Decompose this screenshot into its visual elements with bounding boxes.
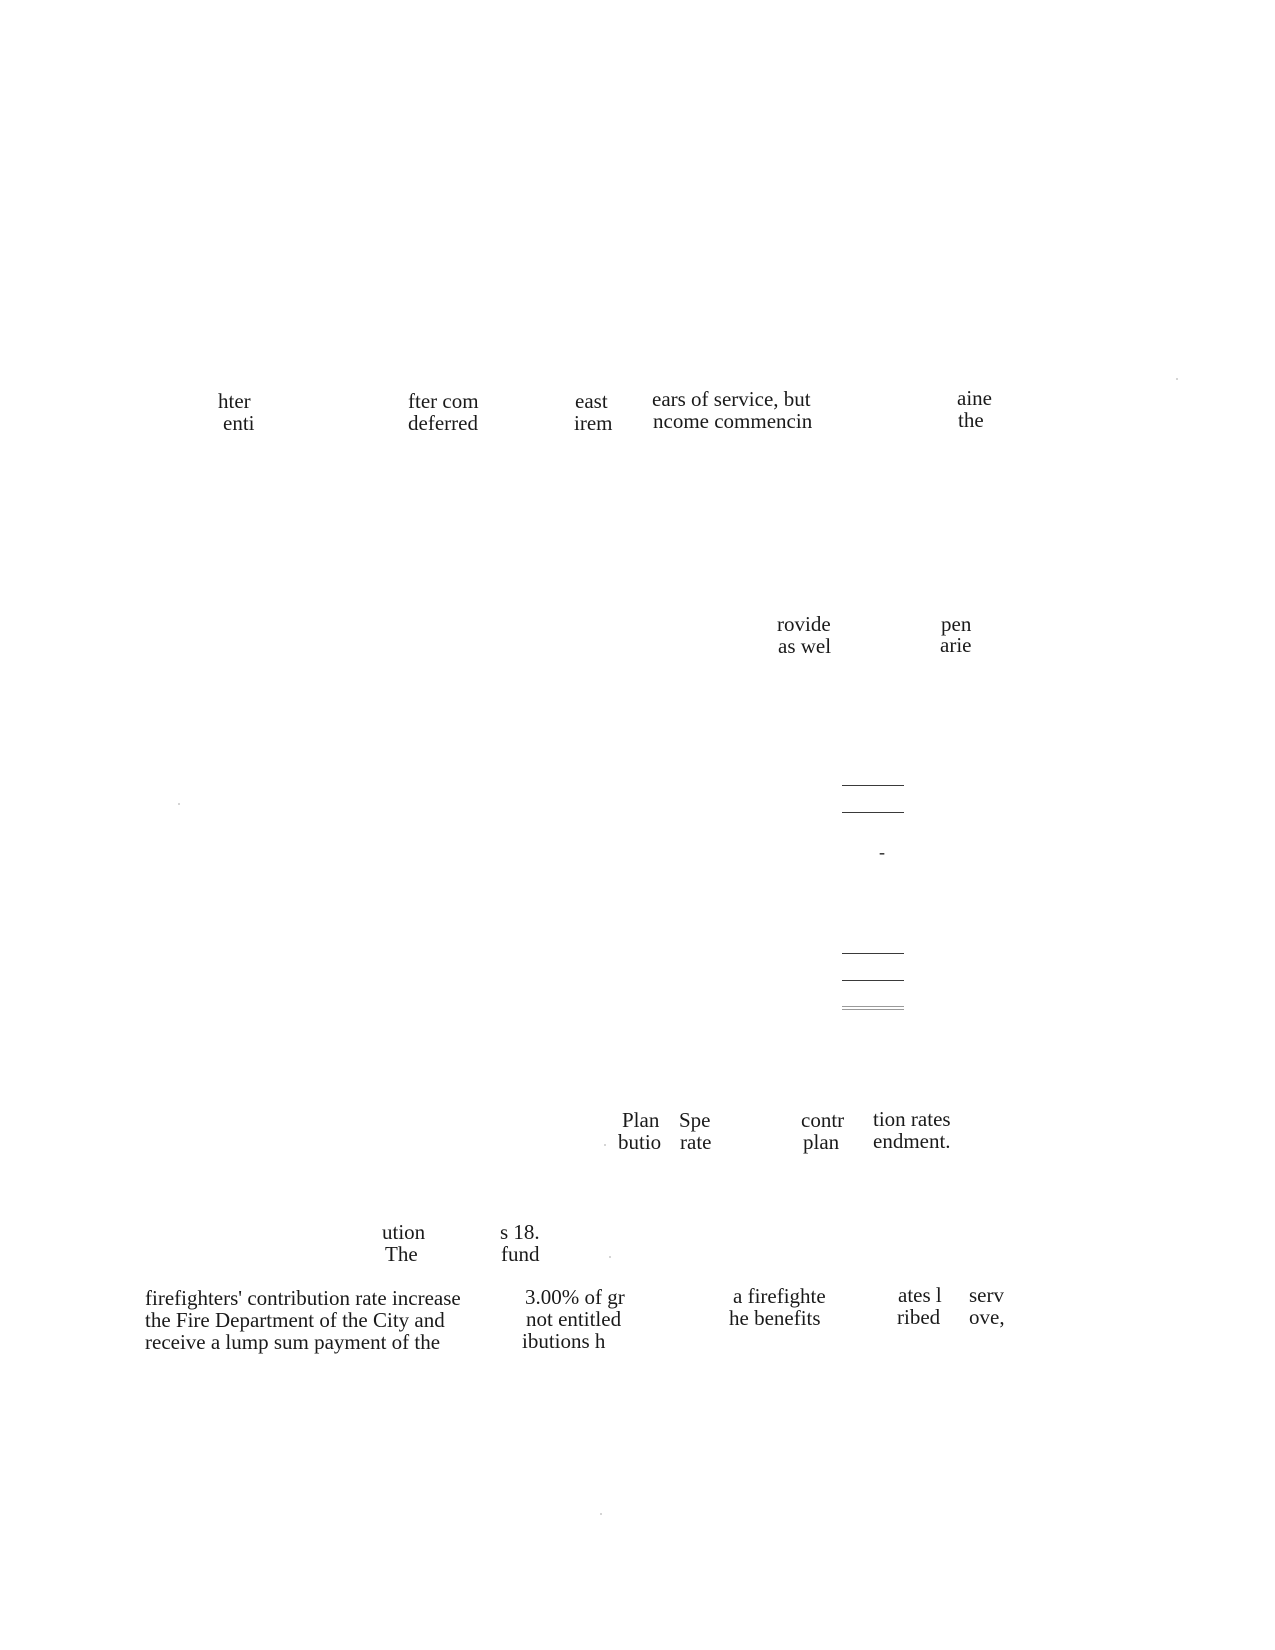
text-fragment: east [575,389,608,413]
scan-speck [1176,378,1178,380]
scan-speck [604,1144,606,1146]
text-fragment: fter com [408,389,479,413]
text-fragment: butio [618,1130,662,1154]
text-fragment: s 18. [500,1220,540,1244]
text-fragment: the [958,408,984,432]
text-fragment: ove, [969,1305,1005,1329]
table-rule [842,812,904,813]
text-fragment: firefighters' contribution rate increase [145,1286,461,1310]
dash-mark: - [879,842,885,862]
text-fragment: pen [941,612,972,636]
text-fragment: 3.00% of gr [525,1285,625,1309]
text-fragment: ates l [898,1283,942,1307]
text-fragment: plan [803,1130,840,1154]
text-fragment: the Fire Department of the City and [145,1308,445,1332]
text-fragment: a firefighte [733,1284,826,1308]
text-fragment: endment. [873,1129,951,1153]
scan-speck [178,803,180,805]
text-fragment: ibutions h [522,1329,606,1353]
text-fragment: Spe [679,1108,711,1132]
text-fragment: receive a lump sum payment of the [145,1330,441,1354]
text-fragment: The [385,1242,418,1266]
scan-speck [609,1256,611,1258]
text-fragment: as wel [778,634,832,658]
text-fragment: contr [801,1108,845,1132]
table-rule [842,953,904,954]
table-rule [842,785,904,786]
text-fragment: ncome commencin [653,409,813,433]
text-fragment: aine [957,386,992,410]
table-double-rule [842,1006,904,1007]
text-fragment: deferred [408,411,478,435]
text-fragment: hter [218,389,251,413]
table-double-rule [842,1009,904,1010]
scan-speck [600,1513,602,1515]
text-fragment: serv [969,1283,1004,1307]
text-fragment: not entitled [526,1307,622,1331]
text-fragment: tion rates [873,1107,951,1131]
text-fragment: rovide [777,612,831,636]
text-fragment: Plan [622,1108,660,1132]
text-fragment: arie [940,633,972,657]
text-fragment: irem [574,411,613,435]
text-fragment: ears of service, but [652,387,811,411]
table-rule [842,980,904,981]
text-fragment: ution [382,1220,426,1244]
text-fragment: rate [680,1130,712,1154]
text-fragment: fund [501,1242,540,1266]
text-fragment: he benefits [729,1306,821,1330]
text-fragment: enti [223,411,255,435]
text-fragment: ribed [897,1305,941,1329]
